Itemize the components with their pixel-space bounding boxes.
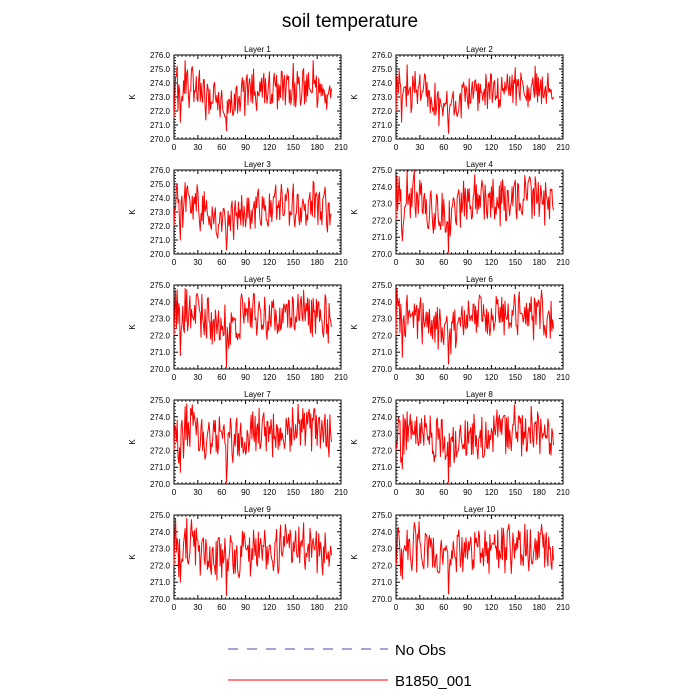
y-tick-label: 273.0 [149, 429, 170, 439]
x-tick-label: 150 [286, 258, 300, 267]
x-tick-label: 90 [463, 258, 473, 267]
x-tick-label: 90 [241, 258, 251, 267]
x-tick-label: 90 [463, 603, 473, 612]
x-tick-label: 0 [171, 258, 177, 267]
x-tick-label: 150 [286, 488, 300, 497]
x-tick-label: 180 [532, 143, 546, 152]
x-tick-label: 210 [556, 373, 570, 382]
x-tick-label: 90 [463, 488, 473, 497]
y-axis-label: K [350, 324, 359, 330]
y-tick-label: 272.0 [149, 331, 170, 341]
y-tick-label: 270.0 [371, 480, 392, 489]
y-tick-label: 273.0 [371, 199, 392, 209]
y-tick-label: 274.0 [371, 527, 392, 537]
y-tick-label: 270.0 [149, 595, 170, 604]
y-tick-label: 274.0 [371, 297, 392, 307]
y-tick-label: 275.0 [149, 281, 170, 290]
y-tick-label: 274.0 [149, 194, 170, 203]
x-tick-label: 210 [334, 488, 348, 497]
x-tick-label: 0 [171, 488, 177, 497]
y-axis-label: K [350, 94, 359, 100]
y-tick-label: 271.0 [371, 233, 392, 243]
x-tick-label: 120 [262, 373, 277, 382]
y-tick-label: 270.0 [149, 250, 170, 259]
panel-title: Layer 2 [466, 45, 493, 54]
y-tick-label: 271.0 [371, 121, 392, 130]
x-tick-label: 180 [310, 373, 324, 382]
figure-title: soil temperature [281, 11, 419, 32]
x-tick-label: 0 [393, 603, 399, 612]
x-tick-label: 30 [415, 488, 425, 497]
x-tick-label: 30 [415, 603, 425, 612]
panel-title: Layer 10 [463, 505, 496, 514]
legend-label-no-obs: No Obs [395, 642, 446, 659]
x-tick-label: 120 [484, 258, 499, 267]
y-tick-label: 274.0 [149, 79, 170, 88]
y-tick-label: 272.0 [371, 446, 392, 456]
y-tick-label: 272.0 [149, 222, 170, 231]
y-tick-label: 276.0 [371, 51, 392, 60]
x-tick-label: 180 [310, 143, 324, 152]
x-tick-label: 60 [217, 143, 227, 152]
y-axis-label: K [128, 324, 137, 330]
x-tick-label: 60 [439, 488, 449, 497]
y-tick-label: 270.0 [371, 250, 392, 259]
x-tick-label: 60 [217, 373, 227, 382]
y-tick-label: 275.0 [371, 396, 392, 405]
y-tick-label: 271.0 [149, 236, 170, 245]
x-tick-label: 180 [532, 373, 546, 382]
y-tick-label: 270.0 [371, 365, 392, 374]
y-tick-label: 276.0 [149, 51, 170, 60]
x-tick-label: 0 [171, 603, 177, 612]
x-tick-label: 150 [508, 258, 522, 267]
x-tick-label: 180 [310, 603, 324, 612]
y-tick-label: 270.0 [149, 480, 170, 489]
y-axis-label: K [350, 554, 359, 560]
y-tick-label: 272.0 [371, 331, 392, 341]
x-tick-label: 120 [262, 258, 277, 267]
x-tick-label: 120 [484, 143, 499, 152]
y-tick-label: 271.0 [149, 578, 170, 588]
y-tick-label: 270.0 [371, 595, 392, 604]
panel-title: Layer 6 [466, 275, 493, 284]
x-tick-label: 60 [439, 258, 449, 267]
y-tick-label: 274.0 [149, 297, 170, 307]
x-tick-label: 210 [556, 603, 570, 612]
y-tick-label: 275.0 [149, 511, 170, 520]
y-axis-label: K [128, 94, 137, 100]
y-axis-label: K [128, 554, 137, 560]
x-tick-label: 180 [310, 258, 324, 267]
panel-title: Layer 3 [244, 160, 271, 169]
y-tick-label: 271.0 [149, 121, 170, 130]
x-tick-label: 120 [262, 143, 277, 152]
x-tick-label: 30 [415, 373, 425, 382]
x-tick-label: 0 [393, 373, 399, 382]
y-axis-label: K [128, 439, 137, 445]
y-tick-label: 273.0 [371, 429, 392, 439]
y-tick-label: 273.0 [149, 93, 170, 102]
x-tick-label: 30 [193, 258, 203, 267]
x-tick-label: 180 [532, 603, 546, 612]
x-tick-label: 0 [393, 258, 399, 267]
x-tick-label: 210 [334, 143, 348, 152]
y-tick-label: 273.0 [149, 544, 170, 554]
y-axis-label: K [350, 439, 359, 445]
y-tick-label: 274.0 [149, 412, 170, 422]
x-tick-label: 60 [439, 143, 449, 152]
y-axis-label: K [128, 209, 137, 215]
x-tick-label: 180 [532, 488, 546, 497]
x-tick-label: 30 [415, 258, 425, 267]
y-tick-label: 272.0 [149, 446, 170, 456]
x-tick-label: 90 [241, 143, 251, 152]
y-tick-label: 275.0 [371, 166, 392, 175]
y-tick-label: 272.0 [371, 107, 392, 116]
x-tick-label: 90 [463, 143, 473, 152]
x-tick-label: 60 [217, 488, 227, 497]
y-tick-label: 273.0 [371, 93, 392, 102]
y-tick-label: 271.0 [371, 348, 392, 358]
panel-title: Layer 5 [244, 275, 271, 284]
x-tick-label: 210 [556, 143, 570, 152]
x-tick-label: 180 [310, 488, 324, 497]
y-tick-label: 274.0 [371, 79, 392, 88]
x-tick-label: 0 [393, 488, 399, 497]
x-tick-label: 210 [334, 373, 348, 382]
x-tick-label: 0 [171, 143, 177, 152]
y-tick-label: 271.0 [371, 463, 392, 473]
x-tick-label: 90 [241, 488, 251, 497]
y-tick-label: 275.0 [149, 180, 170, 189]
x-tick-label: 150 [286, 143, 300, 152]
x-tick-label: 210 [334, 258, 348, 267]
x-tick-label: 120 [484, 373, 499, 382]
x-tick-label: 150 [508, 373, 522, 382]
y-tick-label: 273.0 [149, 208, 170, 217]
y-tick-label: 270.0 [149, 135, 170, 144]
y-tick-label: 272.0 [149, 107, 170, 116]
panel-title: Layer 1 [244, 45, 271, 54]
panel-title: Layer 7 [244, 390, 271, 399]
x-tick-label: 60 [439, 373, 449, 382]
y-tick-label: 274.0 [371, 412, 392, 422]
x-tick-label: 30 [415, 143, 425, 152]
x-tick-label: 0 [393, 143, 399, 152]
y-tick-label: 272.0 [149, 561, 170, 571]
y-tick-label: 270.0 [371, 135, 392, 144]
y-tick-label: 271.0 [149, 348, 170, 358]
x-tick-label: 210 [334, 603, 348, 612]
panel-title: Layer 4 [466, 160, 493, 169]
x-tick-label: 120 [262, 603, 277, 612]
x-tick-label: 120 [484, 603, 499, 612]
x-tick-label: 90 [463, 373, 473, 382]
y-tick-label: 275.0 [149, 65, 170, 74]
x-tick-label: 150 [286, 603, 300, 612]
x-tick-label: 150 [286, 373, 300, 382]
x-tick-label: 60 [217, 258, 227, 267]
panel-title: Layer 9 [244, 505, 271, 514]
legend-label-b1850: B1850_001 [395, 673, 472, 690]
x-tick-label: 60 [439, 603, 449, 612]
y-tick-label: 273.0 [149, 314, 170, 324]
y-tick-label: 275.0 [371, 65, 392, 74]
y-tick-label: 271.0 [371, 578, 392, 588]
y-tick-label: 276.0 [149, 166, 170, 175]
x-tick-label: 210 [556, 258, 570, 267]
y-tick-label: 275.0 [149, 396, 170, 405]
y-tick-label: 270.0 [149, 365, 170, 374]
x-tick-label: 150 [508, 488, 522, 497]
x-tick-label: 0 [171, 373, 177, 382]
x-tick-label: 180 [532, 258, 546, 267]
y-tick-label: 275.0 [371, 281, 392, 290]
y-tick-label: 274.0 [371, 182, 392, 192]
x-tick-label: 90 [241, 373, 251, 382]
x-tick-label: 60 [217, 603, 227, 612]
x-tick-label: 120 [262, 488, 277, 497]
y-tick-label: 275.0 [371, 511, 392, 520]
y-tick-label: 271.0 [149, 463, 170, 473]
x-tick-label: 30 [193, 143, 203, 152]
x-tick-label: 150 [508, 143, 522, 152]
x-tick-label: 30 [193, 488, 203, 497]
panel-title: Layer 8 [466, 390, 493, 399]
y-tick-label: 274.0 [149, 527, 170, 537]
x-tick-label: 120 [484, 488, 499, 497]
y-axis-label: K [350, 209, 359, 215]
y-tick-label: 273.0 [371, 544, 392, 554]
x-tick-label: 210 [556, 488, 570, 497]
x-tick-label: 30 [193, 603, 203, 612]
y-tick-label: 272.0 [371, 216, 392, 226]
x-tick-label: 30 [193, 373, 203, 382]
y-tick-label: 273.0 [371, 314, 392, 324]
y-tick-label: 272.0 [371, 561, 392, 571]
x-tick-label: 90 [241, 603, 251, 612]
x-tick-label: 150 [508, 603, 522, 612]
